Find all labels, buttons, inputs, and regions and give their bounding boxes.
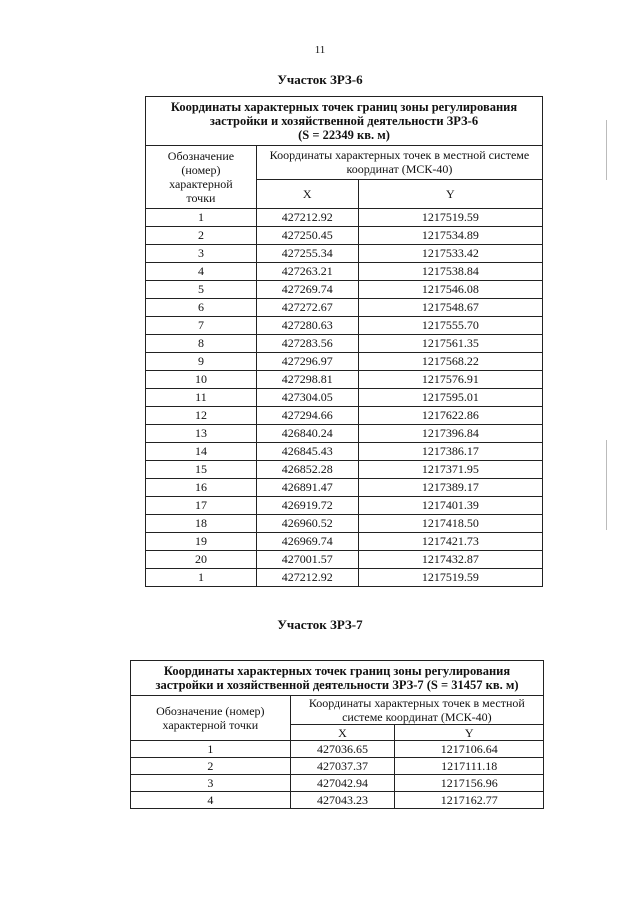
x-coordinate-cell: 427255.34 <box>256 245 358 263</box>
y-coordinate-cell: 1217421.73 <box>358 533 542 551</box>
caption-line: Координаты характерных точек границ зоны регулирования <box>163 664 511 678</box>
table-caption <box>146 97 543 146</box>
column-header-y: Y <box>358 179 542 208</box>
point-number-cell: 17 <box>146 497 257 515</box>
y-coordinate-cell: 1217546.08 <box>358 281 542 299</box>
y-coordinate-cell: 1217595.01 <box>358 389 542 407</box>
y-coordinate-cell: 1217561.35 <box>358 335 542 353</box>
x-coordinate-cell: 427037.37 <box>290 758 395 775</box>
point-number-cell: 3 <box>146 245 257 263</box>
table-row <box>131 775 544 792</box>
x-coordinate-cell: 427212.92 <box>256 209 358 227</box>
y-coordinate-cell: 1217106.64 <box>395 741 544 758</box>
x-coordinate-cell: 427298.81 <box>256 371 358 389</box>
table-row <box>146 299 543 317</box>
column-header-coords: Координаты характерных точек в местной системе координат (МСК-40) <box>290 696 543 725</box>
table-row <box>146 353 543 371</box>
point-number-cell: 6 <box>146 299 257 317</box>
table-row <box>146 407 543 425</box>
table-row <box>146 479 543 497</box>
x-coordinate-cell: 427304.05 <box>256 389 358 407</box>
table-row <box>131 741 544 758</box>
point-number-cell: 12 <box>146 407 257 425</box>
table-row <box>146 209 543 227</box>
x-coordinate-cell: 426840.24 <box>256 425 358 443</box>
x-coordinate-cell: 426919.72 <box>256 497 358 515</box>
scan-artifact <box>606 440 607 530</box>
caption-line: (S = 22349 кв. м) <box>298 128 390 142</box>
point-number-cell: 10 <box>146 371 257 389</box>
x-coordinate-cell: 426845.43 <box>256 443 358 461</box>
x-coordinate-cell: 427283.56 <box>256 335 358 353</box>
x-coordinate-cell: 427269.74 <box>256 281 358 299</box>
point-number-cell: 8 <box>146 335 257 353</box>
point-number-cell: 20 <box>146 551 257 569</box>
point-number-cell: 18 <box>146 515 257 533</box>
y-coordinate-cell: 1217568.22 <box>358 353 542 371</box>
x-coordinate-cell: 427250.45 <box>256 227 358 245</box>
caption-line: застройки и хозяйственной деятельности ЗРЗ-7 (S = 31457 кв. м) <box>155 678 519 692</box>
x-coordinate-cell: 427263.21 <box>256 263 358 281</box>
coordinates-table-zrz6 <box>145 96 543 587</box>
x-coordinate-cell: 426852.28 <box>256 461 358 479</box>
y-coordinate-cell: 1217622.86 <box>358 407 542 425</box>
table-row <box>146 443 543 461</box>
table-caption <box>131 661 544 696</box>
y-coordinate-cell: 1217156.96 <box>395 775 544 792</box>
x-coordinate-cell: 426960.52 <box>256 515 358 533</box>
x-coordinate-cell: 427042.94 <box>290 775 395 792</box>
table-row <box>146 551 543 569</box>
caption-line: Координаты характерных точек границ зоны регулирования <box>170 100 518 114</box>
table-row <box>146 335 543 353</box>
y-coordinate-cell: 1217389.17 <box>358 479 542 497</box>
y-coordinate-cell: 1217519.59 <box>358 569 542 587</box>
point-number-cell: 1 <box>131 741 291 758</box>
scan-artifact <box>606 120 607 180</box>
point-number-cell: 19 <box>146 533 257 551</box>
table-row <box>146 371 543 389</box>
section-title-zrz6: Участок ЗРЗ-6 <box>277 72 363 87</box>
point-number-cell: 9 <box>146 353 257 371</box>
coordinates-table-zrz7 <box>130 660 544 809</box>
column-header-x: X <box>290 725 395 741</box>
page-number: 11 <box>314 44 326 56</box>
y-coordinate-cell: 1217162.77 <box>395 792 544 809</box>
column-header-coords: Координаты характерных точек в местной системе координат (МСК-40) <box>256 146 542 180</box>
point-number-cell: 4 <box>146 263 257 281</box>
point-number-cell: 2 <box>146 227 257 245</box>
caption-line: застройки и хозяйственной деятельности ЗРЗ-6 <box>209 114 479 128</box>
table-body <box>131 741 544 809</box>
x-coordinate-cell: 426891.47 <box>256 479 358 497</box>
x-coordinate-cell: 427043.23 <box>290 792 395 809</box>
point-number-cell: 14 <box>146 443 257 461</box>
point-number-cell: 3 <box>131 775 291 792</box>
table-row <box>146 281 543 299</box>
y-coordinate-cell: 1217576.91 <box>358 371 542 389</box>
table-row <box>146 515 543 533</box>
y-coordinate-cell: 1217548.67 <box>358 299 542 317</box>
point-number-cell: 4 <box>131 792 291 809</box>
table-row <box>146 461 543 479</box>
y-coordinate-cell: 1217555.70 <box>358 317 542 335</box>
point-number-cell: 2 <box>131 758 291 775</box>
y-coordinate-cell: 1217371.95 <box>358 461 542 479</box>
x-coordinate-cell: 427272.67 <box>256 299 358 317</box>
table-row <box>146 425 543 443</box>
x-coordinate-cell: 427294.66 <box>256 407 358 425</box>
x-coordinate-cell: 427296.97 <box>256 353 358 371</box>
table-row <box>146 533 543 551</box>
point-number-cell: 5 <box>146 281 257 299</box>
table-body <box>146 209 543 587</box>
x-coordinate-cell: 427212.92 <box>256 569 358 587</box>
y-coordinate-cell: 1217386.17 <box>358 443 542 461</box>
column-header-y: Y <box>395 725 544 741</box>
point-number-cell: 13 <box>146 425 257 443</box>
x-coordinate-cell: 427001.57 <box>256 551 358 569</box>
table-row <box>146 569 543 587</box>
y-coordinate-cell: 1217533.42 <box>358 245 542 263</box>
table-row <box>146 317 543 335</box>
y-coordinate-cell: 1217418.50 <box>358 515 542 533</box>
y-coordinate-cell: 1217519.59 <box>358 209 542 227</box>
y-coordinate-cell: 1217401.39 <box>358 497 542 515</box>
table-row <box>146 497 543 515</box>
x-coordinate-cell: 427280.63 <box>256 317 358 335</box>
point-number-cell: 7 <box>146 317 257 335</box>
point-number-cell: 11 <box>146 389 257 407</box>
y-coordinate-cell: 1217538.84 <box>358 263 542 281</box>
table-row <box>146 245 543 263</box>
point-number-cell: 16 <box>146 479 257 497</box>
point-number-cell: 1 <box>146 209 257 227</box>
y-coordinate-cell: 1217432.87 <box>358 551 542 569</box>
y-coordinate-cell: 1217111.18 <box>395 758 544 775</box>
x-coordinate-cell: 426969.74 <box>256 533 358 551</box>
point-number-cell: 15 <box>146 461 257 479</box>
point-number-cell: 1 <box>146 569 257 587</box>
table-row <box>146 263 543 281</box>
x-coordinate-cell: 427036.65 <box>290 741 395 758</box>
y-coordinate-cell: 1217396.84 <box>358 425 542 443</box>
column-header-point: Обозначение (номер) характерной точки <box>131 696 291 741</box>
section-title-zrz7: Участок ЗРЗ-7 <box>277 617 363 632</box>
column-header-x: X <box>256 179 358 208</box>
y-coordinate-cell: 1217534.89 <box>358 227 542 245</box>
table-row <box>131 758 544 775</box>
table-row <box>146 227 543 245</box>
table-row <box>146 389 543 407</box>
table-row <box>131 792 544 809</box>
column-header-point: Обозначение (номер) характерной точки <box>146 146 257 209</box>
